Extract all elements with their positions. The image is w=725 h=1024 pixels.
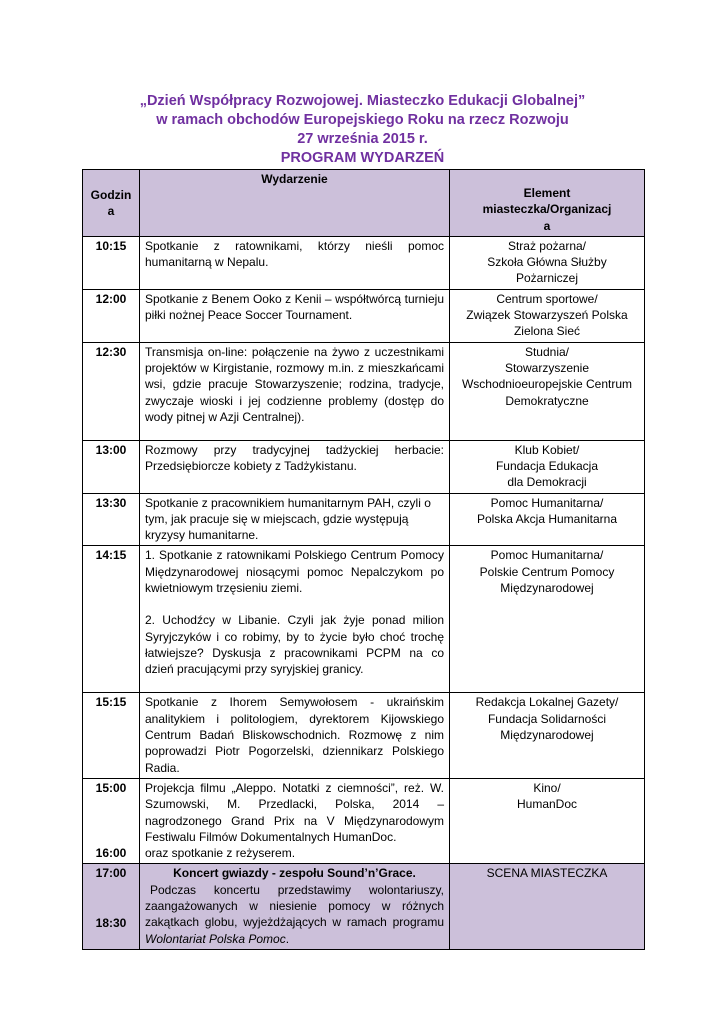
event-end: . <box>285 931 290 946</box>
element-line: Wschodnioeuropejskie Centrum <box>461 377 633 392</box>
element-line: Pomoc Humanitarna/ <box>490 548 604 563</box>
element-line: Polska Akcja Humanitarna <box>476 511 618 526</box>
element-line: Stowarzyszenie <box>504 360 590 375</box>
header-title: „Dzień Współpracy Rozwojowej. Miasteczko Edukacji Globalnej” <box>139 93 586 109</box>
row-event: Spotkanie z pracownikiem humanitarnym PAH, czyli o tym, jak pracuje się w miejscach, gdzie występują kryzysy humanitarne. <box>140 493 450 546</box>
row-element <box>450 546 645 693</box>
event-body: Podczas koncertu przedstawimy wolontariuszy, zaangażowanych w niesienie pomocy w różnych zakątkach globu, wyjeżdżających w ramach programu <box>145 882 444 930</box>
row-element <box>450 342 645 440</box>
row-time: 12:00 <box>83 289 140 342</box>
element-line: Pożarniczej <box>515 271 579 286</box>
row-element <box>450 493 645 546</box>
row-event <box>140 546 450 693</box>
element-line: Klub Kobiet/ <box>514 442 580 457</box>
table-row <box>83 493 645 546</box>
event-item-2: 2. Uchodźcy w Libanie. Czyli jak żyje ponad milion Syryjczyków i co robimy, by to życie było choć trochę łatwiejsze? Dyskusja z pracownikami PCPM na co dzień pracującymi przy syryjskiej granicy. <box>145 613 444 677</box>
row-time <box>83 778 140 863</box>
start-time: 17:00 <box>95 866 127 881</box>
row-event <box>140 864 450 949</box>
element-line: dla Demokracji <box>507 475 587 490</box>
row-time: 13:30 <box>83 493 140 546</box>
element-line: Polskie Centrum Pomocy <box>479 564 615 579</box>
row-time: 13:00 <box>83 440 140 493</box>
row-element <box>450 289 645 342</box>
table-row <box>83 864 645 949</box>
element-line: HumanDoc <box>516 797 578 812</box>
element-line: Redakcja Lokalnej Gazety/ <box>475 695 619 710</box>
element-line: Związek Stowarzyszeń Polska <box>466 308 628 323</box>
element-line: Straż pożarna/ <box>507 238 587 253</box>
event-text-extra: oraz spotkanie z reżyserem. <box>145 846 296 861</box>
row-element <box>450 693 645 778</box>
table-row <box>83 546 645 693</box>
row-element <box>450 864 645 949</box>
table-row <box>83 236 645 289</box>
end-time: 18:30 <box>95 915 127 930</box>
element-line: Pomoc Humanitarna/ <box>490 495 604 510</box>
row-event: Rozmowy przy tradycyjnej tadżyckiej herbacie: Przedsiębiorcze kobiety z Tadżykistanu. <box>140 440 450 493</box>
start-time: 15:00 <box>95 780 127 795</box>
concert-title: Koncert gwiazdy - zespołu Sound’n’Grace. <box>173 866 416 881</box>
program-table <box>82 169 645 950</box>
header-date: 27 września 2015 r. <box>297 131 428 147</box>
row-event <box>140 778 450 863</box>
table-header-row <box>83 170 645 237</box>
table-row <box>83 440 645 493</box>
element-line: Demokratyczne <box>505 393 589 408</box>
element-line: SCENA MIASTECZKA <box>486 866 608 881</box>
element-line: Studnia/ <box>524 344 570 359</box>
element-line: Fundacja Solidarności <box>487 711 607 726</box>
row-element <box>450 778 645 863</box>
event-text: Projekcja filmu „Aleppo. Notatki z ciemności”, reż. W. Szumowski, M. Przedlacki, Polska, 2014 – nagrodzonego Grand Prix na V Międzynarodowym Festiwalu Filmów Dokumentalnych HumanDoc. <box>145 780 444 844</box>
row-time: 12:30 <box>83 342 140 440</box>
column-header-element-label: Element miasteczka/Organizacja <box>482 186 612 233</box>
column-header-time: Godzina <box>83 170 140 237</box>
row-element <box>450 236 645 289</box>
row-event: Transmisja on-line: połączenie na żywo z uczestnikami projektów w Kirgistanie, rozmowy m.in. z mieszkańcami wsi, gdzie pracuje Stowarzyszenie; rodzina, tradycje, zwyczaje wioski i jej codzienne problemy (dostęp do wody pitnej w Azji Centralnej). <box>140 342 450 440</box>
row-event: Spotkanie z Ihorem Semywołosem - ukraińskim analitykiem i politologiem, dyrektorem Kijowskiego Centrum Badań Bliskowschodnich. Rozmowę z nim poprowadzi Piotr Pogorzelski, dziennikarz Polskiego Radia. <box>140 693 450 778</box>
event-item-1: 1. Spotkanie z ratownikami Polskiego Centrum Pomocy Międzynarodowej niosącymi pomoc Nepalczykom po kwietniowym trzęsieniu ziemi. <box>145 548 444 596</box>
row-event: Spotkanie z ratownikami, którzy nieśli pomoc humanitarną w Nepalu. <box>140 236 450 289</box>
element-line: Zielona Sieć <box>513 324 581 339</box>
table-row <box>83 693 645 778</box>
event-text <box>145 882 444 947</box>
element-line: Międzynarodowej <box>500 581 594 596</box>
element-line: Międzynarodowej <box>500 728 594 743</box>
row-time <box>83 864 140 949</box>
table-row <box>83 778 645 863</box>
end-time: 16:00 <box>95 846 127 861</box>
element-line: Szkoła Główna Służby <box>487 255 607 270</box>
table-row <box>83 342 645 440</box>
document-header <box>0 92 725 168</box>
row-element <box>450 440 645 493</box>
element-line: Kino/ <box>533 780 561 795</box>
column-header-element <box>450 170 645 237</box>
element-line: Centrum sportowe/ <box>496 291 598 306</box>
row-time: 10:15 <box>83 236 140 289</box>
row-time: 15:15 <box>83 693 140 778</box>
element-line: Fundacja Edukacja <box>495 458 599 473</box>
header-program: PROGRAM WYDARZEŃ <box>280 150 445 166</box>
header-subtitle: w ramach obchodów Europejskiego Roku na rzecz Rozwoju <box>156 112 569 128</box>
column-header-event: Wydarzenie <box>140 170 450 237</box>
program-name: Wolontariat Polska Pomoc <box>145 931 286 946</box>
row-time: 14:15 <box>83 546 140 693</box>
table-row <box>83 289 645 342</box>
row-event: Spotkanie z Benem Ooko z Kenii – współtwórcą turnieju piłki nożnej Peace Soccer Tournament. <box>140 289 450 342</box>
